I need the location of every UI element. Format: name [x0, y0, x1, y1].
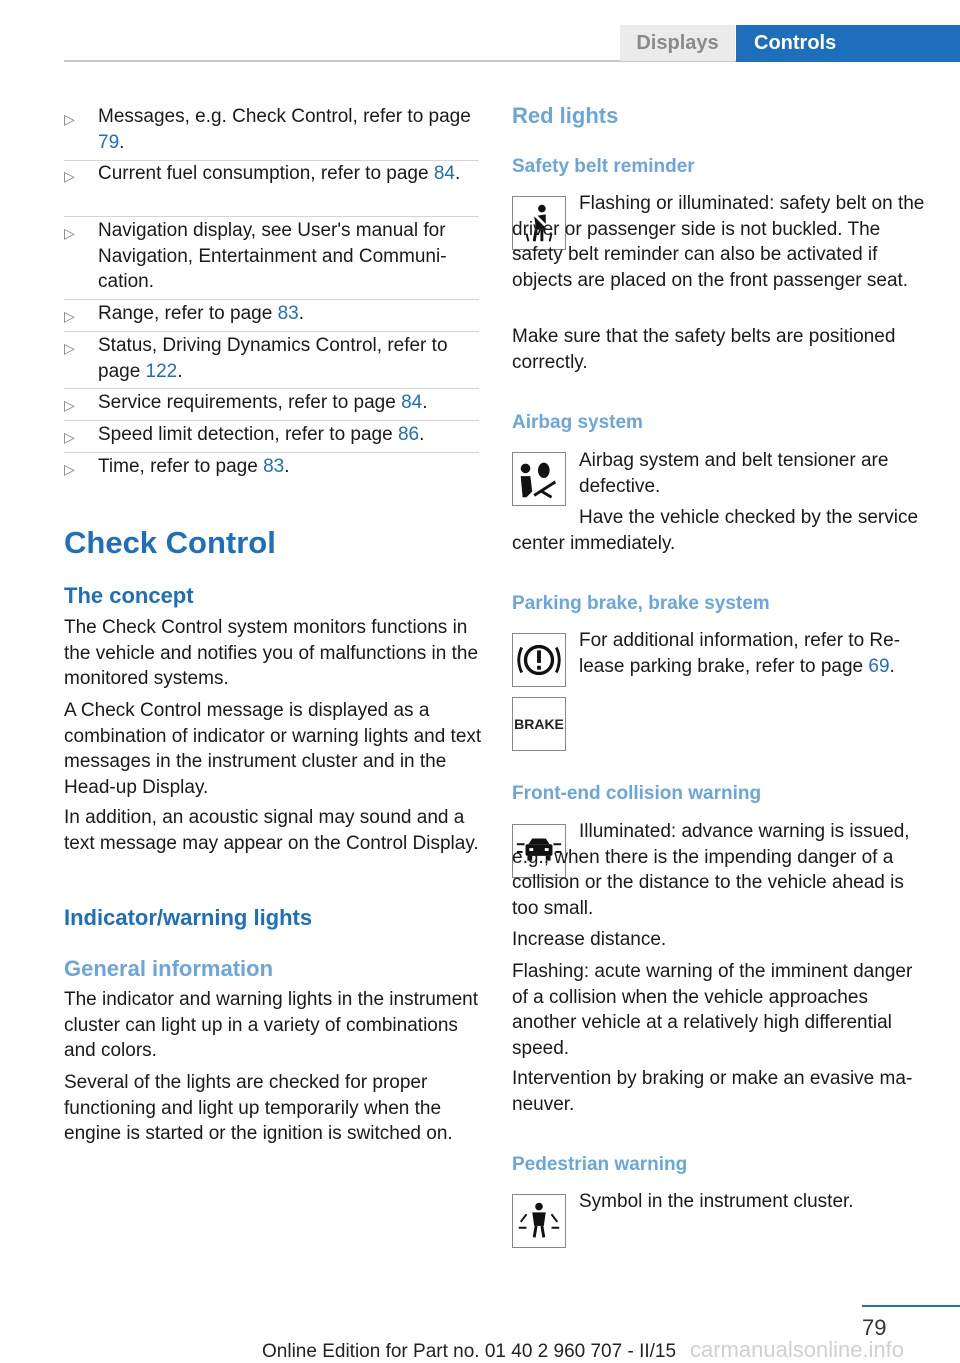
- page-link[interactable]: 86: [397, 424, 420, 445]
- divider: [64, 420, 479, 421]
- subsection-title-concept: The concept: [64, 583, 194, 608]
- watermark: carmanualsonline.info: [690, 1337, 905, 1362]
- page-link[interactable]: 83: [263, 456, 285, 477]
- triangle-bullet-icon: ▷: [64, 225, 75, 241]
- triangle-bullet-icon: ▷: [64, 111, 75, 127]
- heading-safety-belt: Safety belt reminder: [512, 156, 695, 177]
- page-link[interactable]: 84: [433, 163, 455, 184]
- brake-text-icon: [512, 697, 566, 751]
- tab-displays[interactable]: Displays: [620, 25, 735, 61]
- tab-controls[interactable]: Controls: [736, 25, 960, 62]
- triangle-bullet-icon: ▷: [64, 308, 75, 324]
- paragraph: Illuminated: advance warning is issued, e.g., when there is the impending danger of a collision or the distance to the vehicle ahead is too small.: [512, 821, 910, 919]
- paragraph: Have the vehicle checked by the service center immediately.: [512, 507, 919, 554]
- triangle-bullet-icon: ▷: [64, 429, 75, 445]
- heading-parking-brake: Parking brake, brake system: [512, 593, 770, 614]
- paragraph: Symbol in the instrument cluster.: [579, 1191, 854, 1212]
- airbag-icon: [512, 452, 566, 506]
- paragraph: For additional information, refer to Release parking brake, refer to page 69.: [579, 630, 901, 677]
- paragraph: Flashing or illuminated: safety belt on the driver or passenger side is not buckled. The safety belt reminder can also be activated if objects are placed on the front passenger seat.: [512, 193, 925, 291]
- paragraph: Intervention by braking or make an evasive maneuver.: [512, 1068, 913, 1115]
- paragraph: The indicator and warning lights in the instrument cluster can light up in a variety of combinations and colors.: [64, 989, 479, 1061]
- divider: [64, 452, 479, 453]
- heading-pedestrian-warning: Pedestrian warning: [512, 1154, 688, 1175]
- triangle-bullet-icon: ▷: [64, 461, 75, 477]
- triangle-bullet-icon: ▷: [64, 397, 75, 413]
- page-number: 79: [862, 1315, 887, 1340]
- divider: [64, 388, 479, 389]
- footer-edition: Online Edition for Part no. 01 40 2 960 707 - II/15: [262, 1341, 677, 1362]
- page-link[interactable]: 69: [868, 655, 890, 677]
- paragraph: Make sure that the safety belts are positioned correctly.: [512, 326, 896, 373]
- heading-airbag: Airbag system: [512, 412, 643, 433]
- subsection-title-general: General information: [64, 956, 274, 981]
- divider: [64, 216, 479, 217]
- brake-icon-label: BRAKE: [514, 716, 564, 732]
- subsection-title-indicator: Indicator/warning lights: [64, 905, 313, 930]
- triangle-bullet-icon: ▷: [64, 168, 75, 184]
- page-link[interactable]: 83: [277, 303, 299, 324]
- pedestrian-icon: [512, 1194, 566, 1248]
- paragraph: The Check Control system monitors functions in the vehicle and notifies you of malfunctions in the monitored systems.: [64, 617, 479, 689]
- section-title-check-control: Check Control: [64, 525, 276, 560]
- page-link[interactable]: 122: [145, 360, 178, 382]
- paragraph: Increase distance.: [512, 929, 667, 950]
- page-link[interactable]: 79: [98, 131, 120, 153]
- brake-warning-icon: [512, 633, 566, 687]
- paragraph: Airbag system and belt tensioner are defective.: [579, 450, 889, 497]
- paragraph: Flashing: acute warning of the imminent danger of a collision when the vehicle approaches another vehicle at a relatively high differential speed.: [512, 961, 913, 1059]
- heading-collision-warning: Front-end collision warning: [512, 783, 762, 804]
- divider: [64, 331, 479, 332]
- subsection-title-red-lights: Red lights: [512, 103, 619, 128]
- triangle-bullet-icon: ▷: [64, 340, 75, 356]
- divider: [64, 299, 479, 300]
- paragraph: In addition, an acoustic signal may sound and a text message may appear on the Control Display.: [64, 807, 479, 854]
- page-link[interactable]: 84: [401, 392, 423, 413]
- paragraph: Several of the lights are checked for proper functioning and light up temporarily when the engine is started or the ignition is switched on.: [64, 1072, 453, 1144]
- paragraph: A Check Control message is displayed as a combination of indicator or warning lights and text messages in the instrument cluster and in the Head-up Display.: [64, 700, 482, 798]
- footer-rule: [862, 1305, 960, 1307]
